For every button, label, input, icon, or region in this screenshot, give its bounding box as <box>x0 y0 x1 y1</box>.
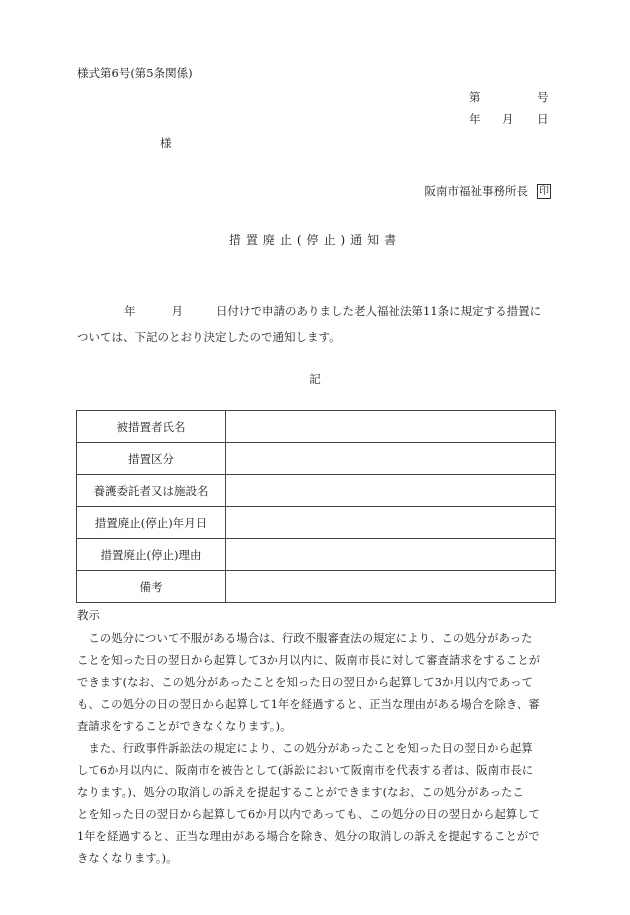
info-table <box>76 410 556 603</box>
addressee-suffix: 様 <box>160 136 172 150</box>
notice-line: も、この処分の日の翌日から起算して1年を経過すると、正当な理由がある場合を除き、審 <box>77 698 540 711</box>
table-row-label: 備考 <box>77 571 226 603</box>
table-row-label: 養護委託者又は施設名 <box>77 475 226 507</box>
seal-mark: 印 <box>539 186 549 197</box>
table-row-label: 措置廃止(停止)理由 <box>77 539 226 571</box>
document-number-suffix: 号 <box>537 90 549 104</box>
issuer-name: 阪南市福祉事務所長 <box>424 183 528 198</box>
table-row-label: 措置廃止(停止)年月日 <box>77 507 226 539</box>
body-line1-rest: 日付けで申請のありました老人福祉法第11条に規定する措置に <box>216 304 542 318</box>
body-line-2: ついては、下記のとおり決定したので通知します。 <box>77 330 341 344</box>
table-row-value[interactable] <box>226 411 556 443</box>
body-month: 月 <box>171 304 183 318</box>
date-month-label: 月 <box>502 112 514 126</box>
table-row-value[interactable] <box>226 571 556 603</box>
table-row <box>77 411 556 443</box>
notice-line: して6か月以内に、阪南市を被告として(訴訟において阪南市を代表する者は、阪南市長に <box>77 764 534 777</box>
document-title: 措置廃止(停止)通知書 <box>228 233 402 247</box>
notice-line: きなくなります。)。 <box>77 852 178 865</box>
table-row <box>77 571 556 603</box>
notice-title: 教示 <box>77 608 100 622</box>
table-row <box>77 539 556 571</box>
ki-heading: 記 <box>309 372 321 386</box>
table-row <box>77 443 556 475</box>
notice-line: できます(なお、この処分があったことを知った日の翌日から起算して3か月以内であって <box>77 676 534 689</box>
notice-line: とを知った日の翌日から起算して6か月以内であっても、この処分の日の翌日から起算して <box>77 808 541 821</box>
form-number: 様式第6号(第5条関係) <box>77 66 193 80</box>
table-row <box>77 507 556 539</box>
issuer-block <box>425 184 552 199</box>
notice-line: 1年を経過すると、正当な理由がある場合を除き、処分の取消しの訴えを提起することがで <box>77 830 540 843</box>
table-row <box>77 475 556 507</box>
table-row-label: 措置区分 <box>77 443 226 475</box>
document-number-prefix: 第 <box>469 90 481 104</box>
table-row-value[interactable] <box>226 539 556 571</box>
body-line-1 <box>77 298 553 324</box>
table-row-value[interactable] <box>226 475 556 507</box>
table-row-value[interactable] <box>226 443 556 475</box>
notice-line: なります。)、処分の取消しの訴えを提起することができます(なお、この処分があったこ <box>77 786 524 799</box>
notice-line: また、行政事件訴訟法の規定により、この処分があったことを知った日の翌日から起算 <box>77 742 533 755</box>
table-row-value[interactable] <box>226 507 556 539</box>
notice-line: この処分について不服がある場合は、行政不服審査法の規定により、この処分があった <box>77 632 533 645</box>
notice-line: ことを知った日の翌日から起算して3か月以内に、阪南市長に対して審査請求をすることが <box>77 654 541 667</box>
body-year: 年 <box>124 304 136 318</box>
notice-text <box>77 628 553 870</box>
table-row-label: 被措置者氏名 <box>77 411 226 443</box>
date-day-label: 日 <box>537 112 549 126</box>
body-text <box>77 298 553 350</box>
date-year-label: 年 <box>469 112 481 126</box>
notice-line: 査請求をすることができなくなります。)。 <box>77 720 292 733</box>
